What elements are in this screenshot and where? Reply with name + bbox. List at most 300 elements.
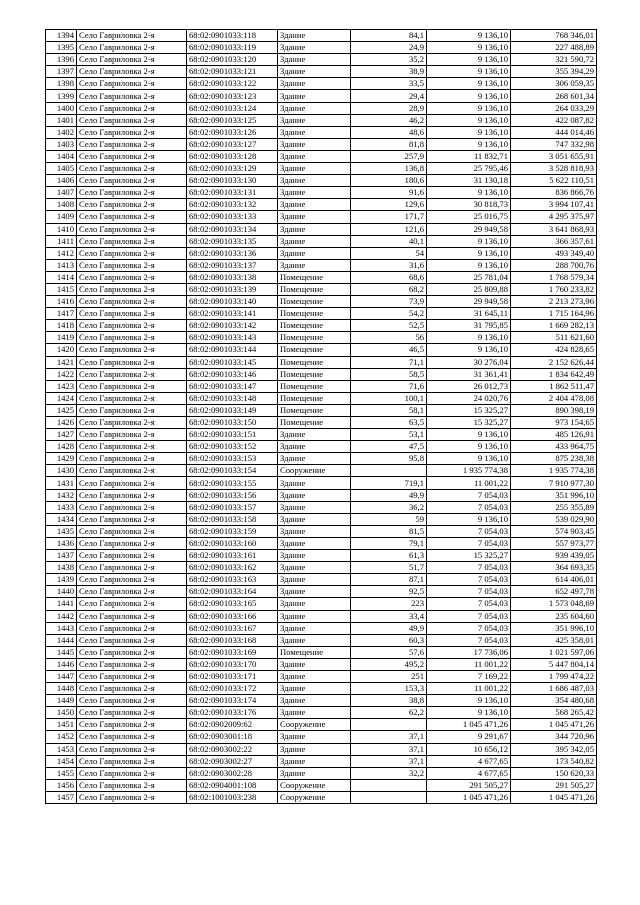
object-type-cell: Здание: [278, 622, 351, 634]
table-row: [46, 513, 597, 525]
cadastral-value-cell: 422 087,82: [511, 114, 597, 126]
locality-name-cell: Село Гавриловка 2-я: [77, 308, 187, 320]
row-number-cell: 1456: [46, 779, 77, 791]
cadastral-number-cell: 68:02:0901033:121: [187, 66, 278, 78]
object-type-cell: Сооружение: [278, 719, 351, 731]
unit-value-cell: 9 136,10: [427, 695, 511, 707]
row-number-cell: 1409: [46, 211, 77, 223]
area-value-cell: 38,9: [351, 66, 427, 78]
area-value-cell: 33,4: [351, 610, 427, 622]
row-number-cell: 1432: [46, 489, 77, 501]
locality-name-cell: Село Гавриловка 2-я: [77, 30, 187, 42]
locality-name-cell: Село Гавриловка 2-я: [77, 271, 187, 283]
cadastral-value-cell: 1 045 471,26: [511, 791, 597, 803]
area-value-cell: [351, 791, 427, 803]
cadastral-value-table: [45, 29, 597, 804]
cadastral-number-cell: 68:02:0901033:154: [187, 465, 278, 477]
row-number-cell: 1406: [46, 175, 77, 187]
row-number-cell: 1398: [46, 78, 77, 90]
object-type-cell: Здание: [278, 199, 351, 211]
object-type-cell: Помещение: [278, 283, 351, 295]
cadastral-number-cell: 68:02:0901033:158: [187, 513, 278, 525]
unit-value-cell: 11 001,22: [427, 658, 511, 670]
locality-name-cell: Село Гавриловка 2-я: [77, 465, 187, 477]
cadastral-number-cell: 68:02:0901033:129: [187, 163, 278, 175]
unit-value-cell: 7 054,03: [427, 574, 511, 586]
locality-name-cell: Село Гавриловка 2-я: [77, 404, 187, 416]
object-type-cell: Сооружение: [278, 779, 351, 791]
row-number-cell: 1412: [46, 247, 77, 259]
object-type-cell: Здание: [278, 537, 351, 549]
table-row: [46, 42, 597, 54]
unit-value-cell: 15 325,27: [427, 404, 511, 416]
area-value-cell: 62,2: [351, 707, 427, 719]
table-row: [46, 66, 597, 78]
area-value-cell: 37,1: [351, 755, 427, 767]
area-value-cell: 46,2: [351, 114, 427, 126]
unit-value-cell: 31 645,11: [427, 308, 511, 320]
object-type-cell: Здание: [278, 90, 351, 102]
locality-name-cell: Село Гавриловка 2-я: [77, 114, 187, 126]
cadastral-number-cell: 68:02:0903001:18: [187, 731, 278, 743]
unit-value-cell: 9 136,10: [427, 114, 511, 126]
object-type-cell: Здание: [278, 223, 351, 235]
cadastral-value-cell: 1 715 164,96: [511, 308, 597, 320]
cadastral-value-cell: 1 760 233,82: [511, 283, 597, 295]
area-value-cell: 251: [351, 670, 427, 682]
cadastral-value-cell: 268 601,34: [511, 90, 597, 102]
locality-name-cell: Село Гавриловка 2-я: [77, 441, 187, 453]
locality-name-cell: Село Гавриловка 2-я: [77, 610, 187, 622]
unit-value-cell: 31 130,18: [427, 175, 511, 187]
cadastral-value-cell: 875 238,38: [511, 453, 597, 465]
locality-name-cell: Село Гавриловка 2-я: [77, 683, 187, 695]
object-type-cell: Сооружение: [278, 791, 351, 803]
area-value-cell: 81,8: [351, 138, 427, 150]
object-type-cell: Помещение: [278, 271, 351, 283]
cadastral-number-cell: 68:02:0901033:161: [187, 550, 278, 562]
table-row: [46, 453, 597, 465]
object-type-cell: Здание: [278, 187, 351, 199]
unit-value-cell: 11 001,22: [427, 477, 511, 489]
cadastral-number-cell: 68:02:0901033:131: [187, 187, 278, 199]
unit-value-cell: 7 169,22: [427, 670, 511, 682]
object-type-cell: Помещение: [278, 320, 351, 332]
table-row: [46, 175, 597, 187]
area-value-cell: 31,6: [351, 259, 427, 271]
object-type-cell: Здание: [278, 489, 351, 501]
cadastral-value-cell: 1 799 474,22: [511, 670, 597, 682]
area-value-cell: 95,8: [351, 453, 427, 465]
unit-value-cell: 26 012,73: [427, 380, 511, 392]
unit-value-cell: 25 795,46: [427, 163, 511, 175]
cadastral-value-cell: 568 265,42: [511, 707, 597, 719]
object-type-cell: Здание: [278, 30, 351, 42]
cadastral-number-cell: 68:02:0901033:133: [187, 211, 278, 223]
cadastral-value-cell: 614 406,01: [511, 574, 597, 586]
row-number-cell: 1455: [46, 767, 77, 779]
table-row: [46, 707, 597, 719]
row-number-cell: 1441: [46, 598, 77, 610]
cadastral-number-cell: 68:02:0901033:148: [187, 392, 278, 404]
cadastral-value-cell: 1 768 579,34: [511, 271, 597, 283]
cadastral-number-cell: 68:02:0901033:164: [187, 586, 278, 598]
table-row: [46, 683, 597, 695]
locality-name-cell: Село Гавриловка 2-я: [77, 767, 187, 779]
locality-name-cell: Село Гавриловка 2-я: [77, 695, 187, 707]
locality-name-cell: Село Гавриловка 2-я: [77, 537, 187, 549]
cadastral-number-cell: 68:02:0901033:130: [187, 175, 278, 187]
area-value-cell: 51,7: [351, 562, 427, 574]
cadastral-value-cell: 433 964,75: [511, 441, 597, 453]
cadastral-value-cell: 306 059,35: [511, 78, 597, 90]
row-number-cell: 1457: [46, 791, 77, 803]
object-type-cell: Здание: [278, 114, 351, 126]
unit-value-cell: 9 136,10: [427, 102, 511, 114]
object-type-cell: Здание: [278, 54, 351, 66]
unit-value-cell: 15 325,27: [427, 417, 511, 429]
locality-name-cell: Село Гавриловка 2-я: [77, 525, 187, 537]
cadastral-value-cell: 1 045 471,26: [511, 719, 597, 731]
row-number-cell: 1421: [46, 356, 77, 368]
area-value-cell: 61,3: [351, 550, 427, 562]
table-row: [46, 54, 597, 66]
table-row: [46, 211, 597, 223]
table-row: [46, 719, 597, 731]
cadastral-number-cell: 68:02:0901033:138: [187, 271, 278, 283]
area-value-cell: 33,5: [351, 78, 427, 90]
cadastral-value-cell: 890 398,19: [511, 404, 597, 416]
unit-value-cell: 25 016,75: [427, 211, 511, 223]
object-type-cell: Здание: [278, 42, 351, 54]
cadastral-number-cell: 68:02:0901033:149: [187, 404, 278, 416]
locality-name-cell: Село Гавриловка 2-я: [77, 175, 187, 187]
area-value-cell: 495,2: [351, 658, 427, 670]
object-type-cell: Помещение: [278, 417, 351, 429]
object-type-cell: Здание: [278, 235, 351, 247]
locality-name-cell: Село Гавриловка 2-я: [77, 562, 187, 574]
cadastral-number-cell: 68:02:0901033:141: [187, 308, 278, 320]
locality-name-cell: Село Гавриловка 2-я: [77, 707, 187, 719]
cadastral-number-cell: 68:02:0901033:167: [187, 622, 278, 634]
area-value-cell: [351, 465, 427, 477]
area-value-cell: 92,5: [351, 586, 427, 598]
area-value-cell: 37,1: [351, 731, 427, 743]
locality-name-cell: Село Гавриловка 2-я: [77, 791, 187, 803]
row-number-cell: 1394: [46, 30, 77, 42]
cadastral-value-cell: 4 295 375,97: [511, 211, 597, 223]
unit-value-cell: 15 325,27: [427, 550, 511, 562]
unit-value-cell: 29 949,58: [427, 223, 511, 235]
locality-name-cell: Село Гавриловка 2-я: [77, 550, 187, 562]
cadastral-number-cell: 68:02:0901033:145: [187, 356, 278, 368]
area-value-cell: 48,6: [351, 126, 427, 138]
unit-value-cell: 7 054,03: [427, 634, 511, 646]
table-row: [46, 150, 597, 162]
unit-value-cell: 7 054,03: [427, 501, 511, 513]
object-type-cell: Здание: [278, 574, 351, 586]
object-type-cell: Здание: [278, 755, 351, 767]
area-value-cell: [351, 719, 427, 731]
row-number-cell: 1416: [46, 296, 77, 308]
object-type-cell: Здание: [278, 743, 351, 755]
cadastral-number-cell: 68:02:0903002:27: [187, 755, 278, 767]
table-row: [46, 634, 597, 646]
row-number-cell: 1450: [46, 707, 77, 719]
object-type-cell: Здание: [278, 259, 351, 271]
row-number-cell: 1449: [46, 695, 77, 707]
cadastral-number-cell: 68:02:0903002:22: [187, 743, 278, 755]
unit-value-cell: 10 656,12: [427, 743, 511, 755]
unit-value-cell: 7 054,03: [427, 562, 511, 574]
locality-name-cell: Село Гавриловка 2-я: [77, 90, 187, 102]
area-value-cell: 59: [351, 513, 427, 525]
cadastral-number-cell: 68:02:0901033:160: [187, 537, 278, 549]
cadastral-value-cell: 768 346,01: [511, 30, 597, 42]
area-value-cell: 63,5: [351, 417, 427, 429]
locality-name-cell: Село Гавриловка 2-я: [77, 66, 187, 78]
row-number-cell: 1426: [46, 417, 77, 429]
area-value-cell: 35,2: [351, 54, 427, 66]
locality-name-cell: Село Гавриловка 2-я: [77, 102, 187, 114]
row-number-cell: 1419: [46, 332, 77, 344]
cadastral-number-cell: 68:02:0901033:151: [187, 429, 278, 441]
unit-value-cell: 30 276,04: [427, 356, 511, 368]
table-row: [46, 138, 597, 150]
cadastral-value-cell: 652 497,78: [511, 586, 597, 598]
table-row: [46, 622, 597, 634]
cadastral-value-cell: 1 862 511,47: [511, 380, 597, 392]
row-number-cell: 1428: [46, 441, 77, 453]
cadastral-number-cell: 68:02:0901033:146: [187, 368, 278, 380]
cadastral-value-cell: 574 903,45: [511, 525, 597, 537]
unit-value-cell: 1 045 471,26: [427, 791, 511, 803]
cadastral-number-cell: 68:02:1001003:238: [187, 791, 278, 803]
row-number-cell: 1397: [46, 66, 77, 78]
object-type-cell: Здание: [278, 550, 351, 562]
object-type-cell: Помещение: [278, 368, 351, 380]
area-value-cell: 68,6: [351, 271, 427, 283]
table-row: [46, 259, 597, 271]
locality-name-cell: Село Гавриловка 2-я: [77, 247, 187, 259]
table-row: [46, 429, 597, 441]
table-row: [46, 525, 597, 537]
area-value-cell: 49,9: [351, 622, 427, 634]
cadastral-number-cell: 68:02:0901033:157: [187, 501, 278, 513]
object-type-cell: Здание: [278, 163, 351, 175]
unit-value-cell: 9 136,10: [427, 429, 511, 441]
table-row: [46, 562, 597, 574]
table-row: [46, 610, 597, 622]
table-row: [46, 767, 597, 779]
row-number-cell: 1420: [46, 344, 77, 356]
locality-name-cell: Село Гавриловка 2-я: [77, 78, 187, 90]
locality-name-cell: Село Гавриловка 2-я: [77, 598, 187, 610]
object-type-cell: Здание: [278, 138, 351, 150]
row-number-cell: 1407: [46, 187, 77, 199]
unit-value-cell: 7 054,03: [427, 489, 511, 501]
unit-value-cell: 7 054,03: [427, 622, 511, 634]
object-type-cell: Здание: [278, 670, 351, 682]
table-row: [46, 695, 597, 707]
table-row: [46, 126, 597, 138]
cadastral-number-cell: 68:02:0901033:166: [187, 610, 278, 622]
cadastral-value-cell: 425 358,01: [511, 634, 597, 646]
unit-value-cell: 7 054,03: [427, 586, 511, 598]
area-value-cell: 129,6: [351, 199, 427, 211]
row-number-cell: 1437: [46, 550, 77, 562]
locality-name-cell: Село Гавриловка 2-я: [77, 417, 187, 429]
unit-value-cell: 9 136,10: [427, 138, 511, 150]
locality-name-cell: Село Гавриловка 2-я: [77, 138, 187, 150]
area-value-cell: 29,4: [351, 90, 427, 102]
table-row: [46, 356, 597, 368]
unit-value-cell: 7 054,03: [427, 598, 511, 610]
object-type-cell: Помещение: [278, 646, 351, 658]
area-value-cell: 28,9: [351, 102, 427, 114]
unit-value-cell: 7 054,03: [427, 525, 511, 537]
table-row: [46, 417, 597, 429]
cadastral-value-cell: 366 357,61: [511, 235, 597, 247]
unit-value-cell: 9 136,10: [427, 707, 511, 719]
table-row: [46, 658, 597, 670]
row-number-cell: 1405: [46, 163, 77, 175]
unit-value-cell: 9 136,10: [427, 441, 511, 453]
locality-name-cell: Село Гавриловка 2-я: [77, 356, 187, 368]
cadastral-number-cell: 68:02:0901033:143: [187, 332, 278, 344]
object-type-cell: Здание: [278, 683, 351, 695]
unit-value-cell: 9 136,10: [427, 78, 511, 90]
cadastral-number-cell: 68:02:0901033:136: [187, 247, 278, 259]
cadastral-value-cell: 321 590,72: [511, 54, 597, 66]
object-type-cell: Помещение: [278, 404, 351, 416]
locality-name-cell: Село Гавриловка 2-я: [77, 622, 187, 634]
cadastral-number-cell: 68:02:0901033:155: [187, 477, 278, 489]
cadastral-value-cell: 227 488,89: [511, 42, 597, 54]
row-number-cell: 1404: [46, 150, 77, 162]
object-type-cell: Здание: [278, 441, 351, 453]
locality-name-cell: Село Гавриловка 2-я: [77, 211, 187, 223]
object-type-cell: Помещение: [278, 332, 351, 344]
area-value-cell: 47,5: [351, 441, 427, 453]
area-value-cell: 84,1: [351, 30, 427, 42]
object-type-cell: Здание: [278, 598, 351, 610]
cadastral-value-cell: 1 669 282,13: [511, 320, 597, 332]
locality-name-cell: Село Гавриловка 2-я: [77, 501, 187, 513]
row-number-cell: 1413: [46, 259, 77, 271]
area-value-cell: 719,1: [351, 477, 427, 489]
table-row: [46, 90, 597, 102]
locality-name-cell: Село Гавриловка 2-я: [77, 489, 187, 501]
row-number-cell: 1430: [46, 465, 77, 477]
unit-value-cell: 9 136,10: [427, 247, 511, 259]
cadastral-value-cell: 2 404 478,08: [511, 392, 597, 404]
locality-name-cell: Село Гавриловка 2-я: [77, 634, 187, 646]
cadastral-value-cell: 255 355,89: [511, 501, 597, 513]
locality-name-cell: Село Гавриловка 2-я: [77, 477, 187, 489]
row-number-cell: 1446: [46, 658, 77, 670]
area-value-cell: 60,3: [351, 634, 427, 646]
table-row: [46, 501, 597, 513]
object-type-cell: Здание: [278, 562, 351, 574]
cadastral-number-cell: 68:02:0901033:169: [187, 646, 278, 658]
cadastral-value-cell: 1 935 774,38: [511, 465, 597, 477]
area-value-cell: 52,5: [351, 320, 427, 332]
table-row: [46, 598, 597, 610]
cadastral-number-cell: 68:02:0901033:118: [187, 30, 278, 42]
table-row: [46, 163, 597, 175]
object-type-cell: Здание: [278, 66, 351, 78]
locality-name-cell: Село Гавриловка 2-я: [77, 283, 187, 295]
cadastral-number-cell: 68:02:0901033:153: [187, 453, 278, 465]
area-value-cell: 53,1: [351, 429, 427, 441]
table-row: [46, 441, 597, 453]
area-value-cell: 153,3: [351, 683, 427, 695]
cadastral-number-cell: 68:02:0901033:156: [187, 489, 278, 501]
unit-value-cell: 25 809,88: [427, 283, 511, 295]
unit-value-cell: 9 136,10: [427, 332, 511, 344]
cadastral-number-cell: 68:02:0901033:125: [187, 114, 278, 126]
table-row: [46, 308, 597, 320]
unit-value-cell: 1 045 471,26: [427, 719, 511, 731]
object-type-cell: Здание: [278, 695, 351, 707]
cadastral-value-cell: 2 213 273,96: [511, 296, 597, 308]
cadastral-value-cell: 173 540,82: [511, 755, 597, 767]
unit-value-cell: 11 832,71: [427, 150, 511, 162]
object-type-cell: Помещение: [278, 356, 351, 368]
locality-name-cell: Село Гавриловка 2-я: [77, 779, 187, 791]
table-row: [46, 247, 597, 259]
row-number-cell: 1401: [46, 114, 77, 126]
object-type-cell: Здание: [278, 247, 351, 259]
row-number-cell: 1429: [46, 453, 77, 465]
area-value-cell: 68,2: [351, 283, 427, 295]
cadastral-number-cell: 68:02:0902009:62: [187, 719, 278, 731]
table-row: [46, 392, 597, 404]
cadastral-value-cell: 264 033,29: [511, 102, 597, 114]
cadastral-value-cell: 3 641 868,93: [511, 223, 597, 235]
locality-name-cell: Село Гавриловка 2-я: [77, 259, 187, 271]
locality-name-cell: Село Гавриловка 2-я: [77, 574, 187, 586]
cadastral-value-cell: 444 014,46: [511, 126, 597, 138]
row-number-cell: 1453: [46, 743, 77, 755]
cadastral-value-cell: 235 604,60: [511, 610, 597, 622]
unit-value-cell: 30 818,73: [427, 199, 511, 211]
locality-name-cell: Село Гавриловка 2-я: [77, 392, 187, 404]
unit-value-cell: 31 361,41: [427, 368, 511, 380]
row-number-cell: 1399: [46, 90, 77, 102]
cadastral-number-cell: 68:02:0901033:135: [187, 235, 278, 247]
table-row: [46, 78, 597, 90]
row-number-cell: 1454: [46, 755, 77, 767]
unit-value-cell: 9 136,10: [427, 235, 511, 247]
locality-name-cell: Село Гавриловка 2-я: [77, 646, 187, 658]
row-number-cell: 1395: [46, 42, 77, 54]
row-number-cell: 1438: [46, 562, 77, 574]
table-row: [46, 199, 597, 211]
unit-value-cell: 25 781,04: [427, 271, 511, 283]
row-number-cell: 1442: [46, 610, 77, 622]
row-number-cell: 1440: [46, 586, 77, 598]
area-value-cell: 73,9: [351, 296, 427, 308]
table-row: [46, 731, 597, 743]
object-type-cell: Здание: [278, 78, 351, 90]
unit-value-cell: 9 136,10: [427, 187, 511, 199]
unit-value-cell: 9 291,67: [427, 731, 511, 743]
area-value-cell: 46,5: [351, 344, 427, 356]
row-number-cell: 1448: [46, 683, 77, 695]
cadastral-value-cell: 3 051 655,91: [511, 150, 597, 162]
